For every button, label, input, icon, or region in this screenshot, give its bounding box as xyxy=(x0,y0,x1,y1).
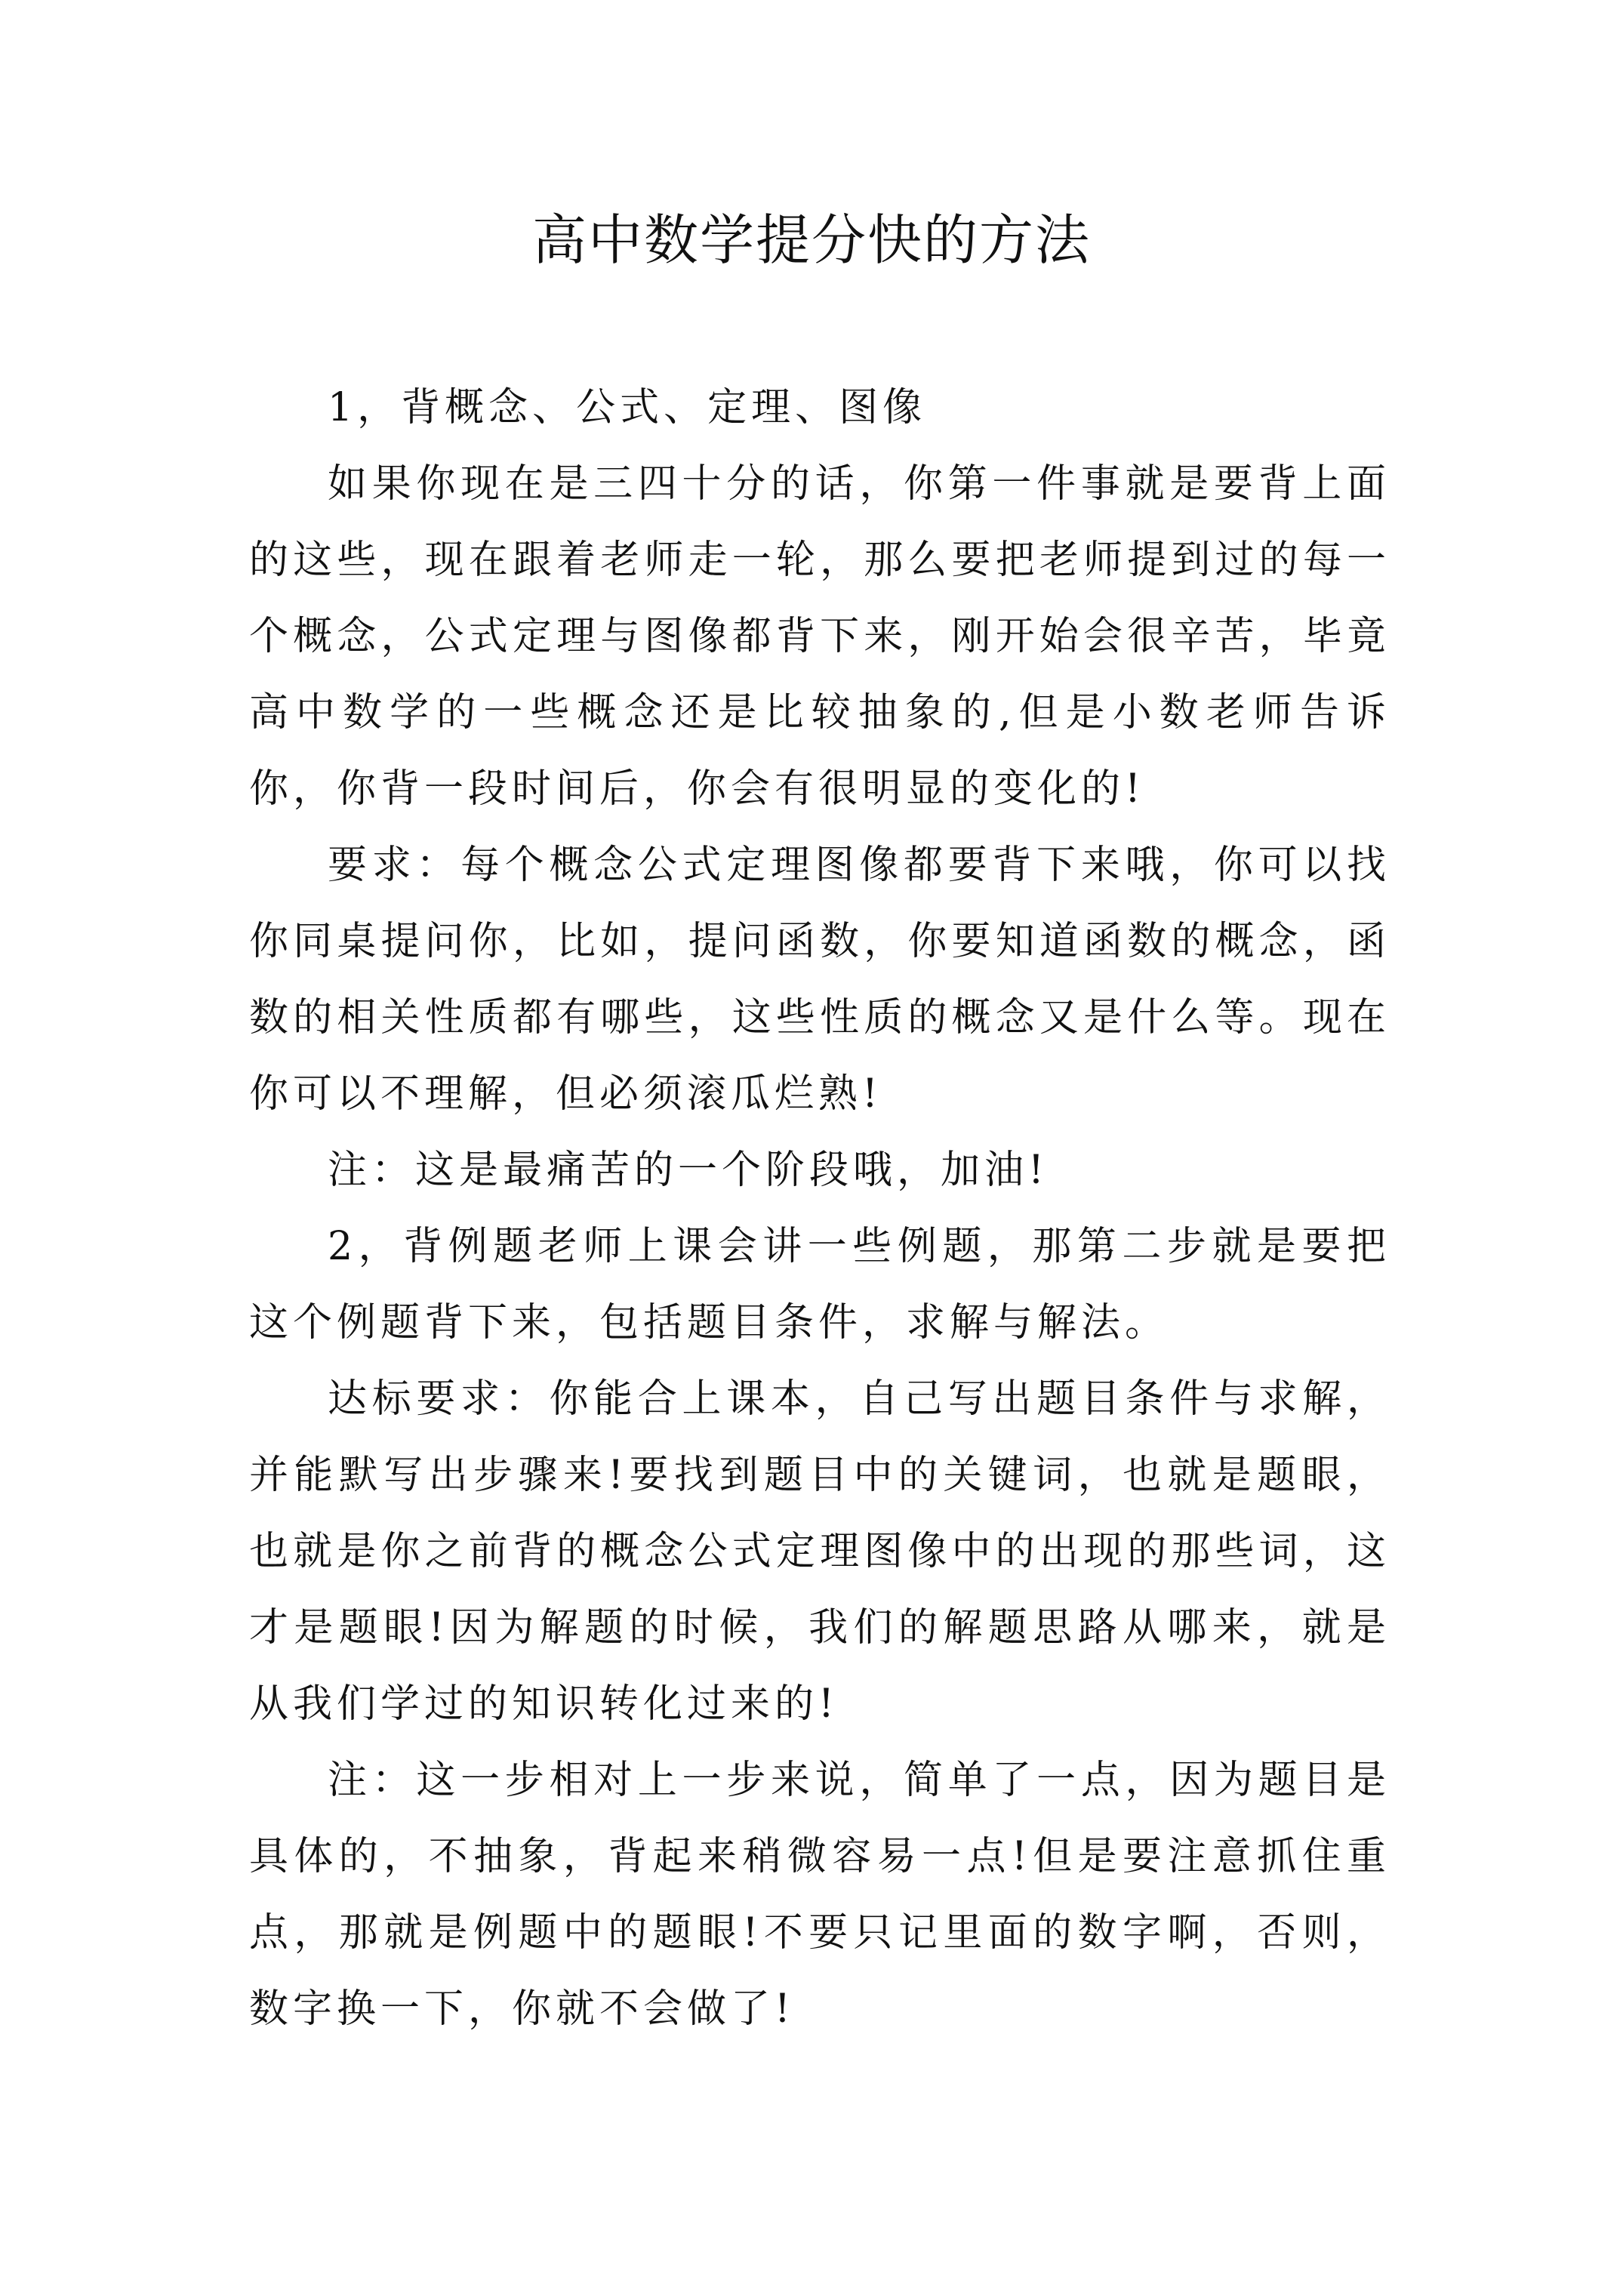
paragraph-1: 1，背概念、公式、定理、图像 xyxy=(328,385,927,430)
paragraph-5: 2，背例题老师上课会讲一些例题，那第二步就是要把这个例题背下来，包括题目条件，求解与解法。 xyxy=(249,1224,1390,1345)
paragraph-6: 达标要求：你能合上课本，自己写出题目条件与求解，并能默写出步骤来!要找到题目中的关键词，也就是题眼，也就是你之前背的概念公式定理图像中的出现的那些词，这才是题眼!因为解题的时候，我们的解题思路从哪来，就是从我们学过的知识转化过来的! xyxy=(249,1376,1390,1727)
paragraph-2: 如果你现在是三四十分的话，你第一件事就是要背上面的这些，现在跟着老师走一轮，那么要把老师提到过的每一个概念，公式定理与图像都背下来，刚开始会很辛苦，毕竟高中数学的一些概念还是比较抽象的,但是小数老师告诉你，你背一段时间后，你会有很明显的变化的! xyxy=(249,461,1390,812)
document-title: 高中数学提分快的方法 xyxy=(531,208,1091,272)
paragraph-3: 要求：每个概念公式定理图像都要背下来哦，你可以找你同桌提问你，比如，提问函数，你要知道函数的概念，函数的相关性质都有哪些，这些性质的概念又是什么等。现在你可以不理解，但必须滚瓜烂熟! xyxy=(249,843,1390,1117)
document-body xyxy=(249,370,1390,2048)
paragraph-4: 注：这是最痛苦的一个阶段哦，加油! xyxy=(328,1148,1049,1193)
paragraph-7: 注：这一步相对上一步来说，简单了一点，因为题目是具体的，不抽象，背起来稍微容易一点!但是要注意抓住重点，那就是例题中的题眼!不要只记里面的数字啊，否则，数字换一下，你就不会做了! xyxy=(249,1758,1390,2032)
